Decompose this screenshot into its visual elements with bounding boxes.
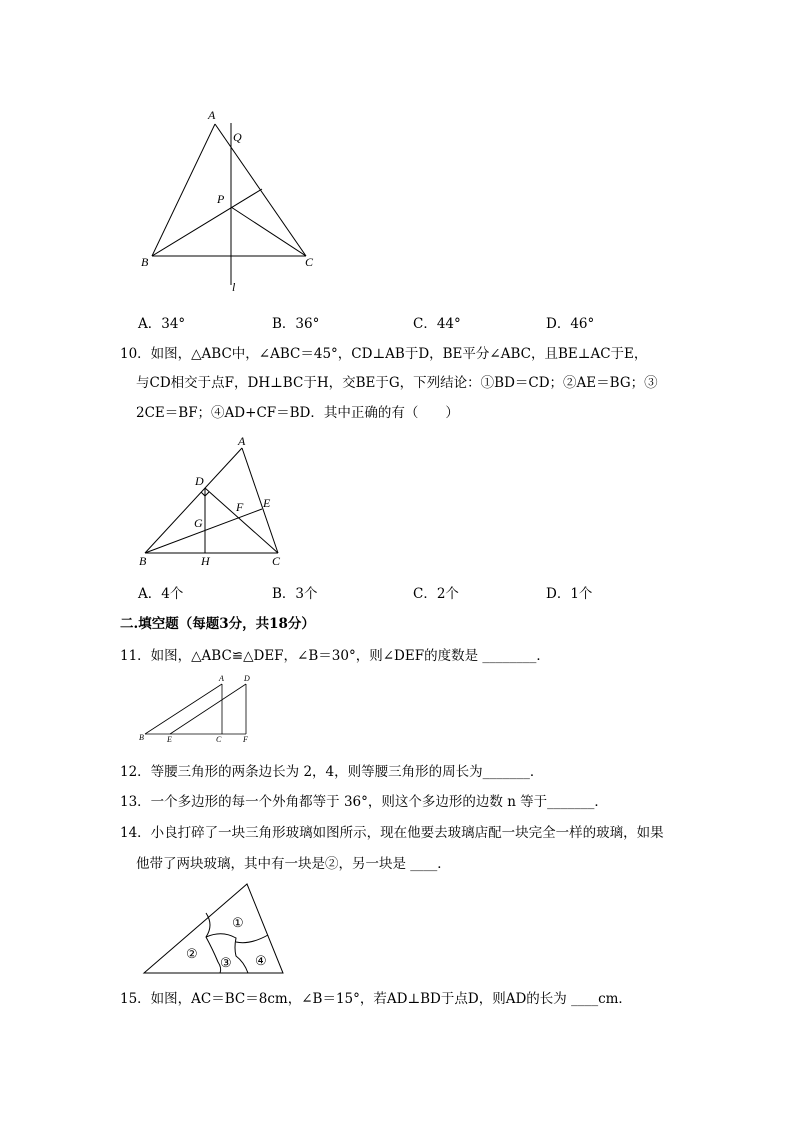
q15-text: 15．如图，AC＝BC＝8cm，∠B＝15°，若AD⊥BD于点D，则AD的长为 ____cm． xyxy=(120,991,632,1007)
q14-line-1: 14．小良打碎了一块三角形玻璃如图所示，现在他要去玻璃店配一块完全一样的玻璃，如果 xyxy=(120,825,664,841)
q10-option-c: C．2个 xyxy=(413,586,459,602)
label-g-fig10: G xyxy=(194,516,203,530)
label-c-fig10: C xyxy=(272,554,281,568)
label-b-fig10: B xyxy=(139,554,147,568)
q9-option-c: C．44° xyxy=(413,316,461,332)
section-fill-in-blank-heading: 二.填空题（每题3分，共18分） xyxy=(120,616,315,632)
crack-1 xyxy=(206,913,221,973)
q14-line-2: 他带了两块玻璃，其中有一块是②，另一块是 ____． xyxy=(136,856,451,872)
label-e-fig11: E xyxy=(167,735,172,744)
label-a-fig11: A xyxy=(219,674,224,683)
q10-option-b: B．3个 xyxy=(272,586,318,602)
q10-option-d: D．1个 xyxy=(546,586,593,602)
label-l-fig9: l xyxy=(232,280,236,294)
label-b-fig9: B xyxy=(141,255,149,269)
label-e-fig10: E xyxy=(263,496,271,510)
q10-option-a: A．4个 xyxy=(138,586,184,602)
label-b-fig11: B xyxy=(139,733,144,742)
label-a-fig10: A xyxy=(238,434,246,448)
q10-line-2: 与CD相交于点F，DH⊥BC于H，交BE于G，下列结论：①BD＝CD；②AE＝BG；③ xyxy=(136,375,658,391)
q9-option-d: D．46° xyxy=(546,316,595,332)
crack-3 xyxy=(236,935,268,943)
q11-text: 11．如图，△ABC≌△DEF，∠B＝30°，则∠DEF的度数是 ________． xyxy=(120,648,550,664)
label-q-fig9: Q xyxy=(233,130,242,144)
label-a-fig9: A xyxy=(208,108,216,122)
q12-text: 12．等腰三角形的两条边长为 2，4，则等腰三角形的周长为_______． xyxy=(120,764,544,780)
label-d-fig11: D xyxy=(244,674,250,683)
label-c-fig9: C xyxy=(305,255,314,269)
glass-piece-3: ③ xyxy=(220,956,232,971)
label-p-fig9: P xyxy=(217,192,225,206)
q10-line-3: 2CE＝BF；④AD+CF＝BD．其中正确的有（ ） xyxy=(136,405,459,421)
label-f-fig10: F xyxy=(236,500,244,514)
label-f-fig11: F xyxy=(243,735,248,744)
label-c-fig11: C xyxy=(216,735,222,744)
q9-option-b: B．36° xyxy=(272,316,320,332)
q10-line-1: 10．如图，△ABC中，∠ABC＝45°，CD⊥AB于D，BE平分∠ABC，且BE⊥AC于E， xyxy=(120,346,648,362)
q13-text: 13．一个多边形的每一个外角都等于 36°，则这个多边形的边数 n 等于_______． xyxy=(120,794,608,810)
glass-piece-2: ② xyxy=(186,947,198,962)
glass-piece-1: ① xyxy=(232,916,244,931)
glass-piece-4: ④ xyxy=(255,954,267,969)
label-d-fig10: D xyxy=(195,474,204,488)
q9-option-a: A．34° xyxy=(138,316,186,332)
label-h-fig10: H xyxy=(201,554,210,568)
